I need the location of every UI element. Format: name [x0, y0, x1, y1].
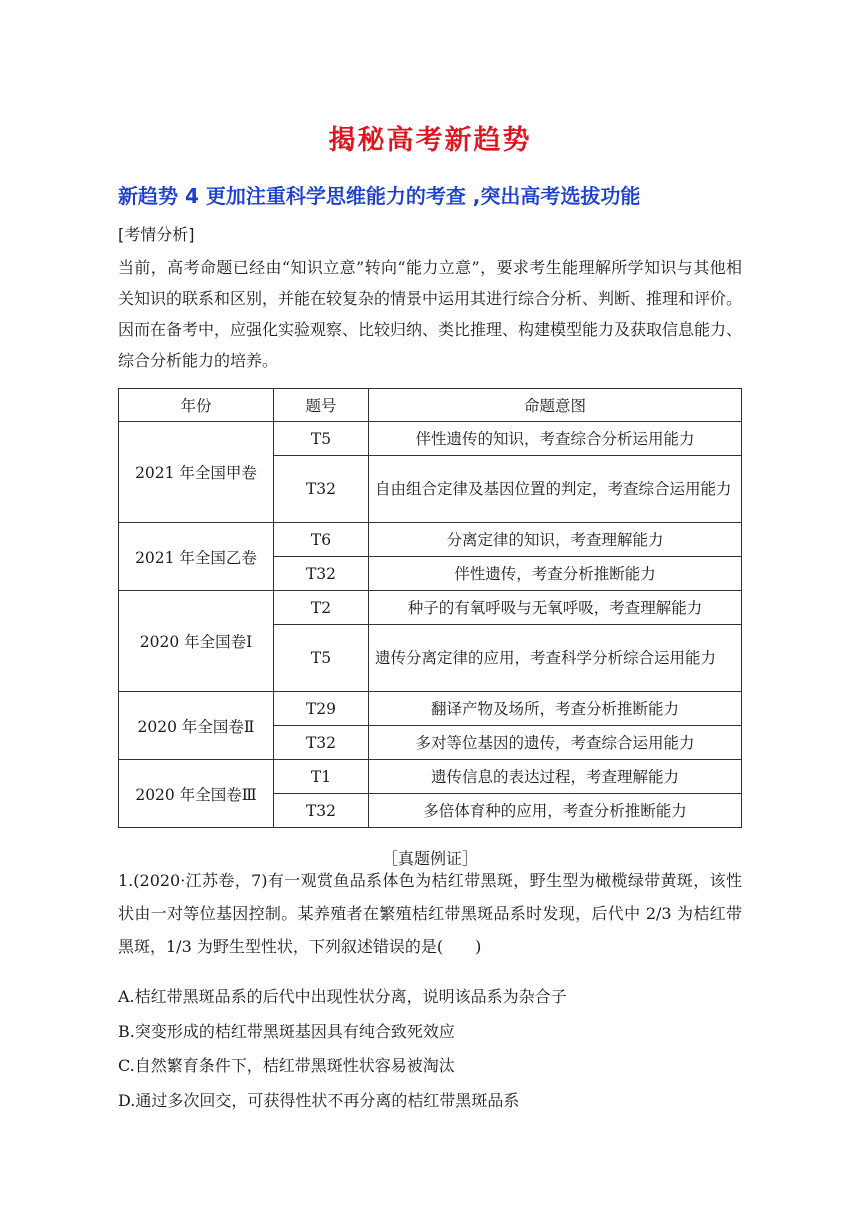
header-question-number: 题号 — [274, 389, 369, 422]
intent-cell: 自由组合定律及基因位置的判定，考查综合运用能力 — [369, 456, 742, 523]
header-year: 年份 — [119, 389, 274, 422]
option-b: B.突变形成的桔红带黑斑基因具有纯合致死效应 — [118, 1021, 455, 1041]
option-c: C.自然繁育条件下，桔红带黑斑性状容易被淘汰 — [118, 1056, 455, 1075]
question-number-cell: T1 — [274, 760, 369, 794]
exam-analysis-table — [118, 388, 742, 828]
option-d: D.通过多次回交，可获得性状不再分离的桔红带黑斑品系 — [118, 1090, 520, 1110]
intent-cell: 多倍体育种的应用，考查分析推断能力 — [369, 794, 742, 828]
question-number-cell: T32 — [274, 794, 369, 828]
exam-cell: 2020 年全国卷Ⅱ — [119, 692, 274, 760]
page-title: 揭秘高考新趋势 — [328, 125, 532, 156]
option-list — [118, 980, 742, 1118]
exam-cell: 2021 年全国甲卷 — [119, 422, 274, 523]
table-row — [119, 591, 742, 625]
intent-cell: 遗传分离定律的应用，考查科学分析综合运用能力 — [369, 625, 742, 692]
intent-cell: 遗传信息的表达过程，考查理解能力 — [369, 760, 742, 794]
intent-cell: 分离定律的知识，考查理解能力 — [369, 523, 742, 557]
section-subtitle: 新趋势 4 更加注重科学思维能力的考查 ,突出高考选拔功能 — [118, 184, 641, 208]
question-number-cell: T32 — [274, 456, 369, 523]
table-header-row — [119, 389, 742, 422]
intent-cell: 伴性遗传，考查分析推断能力 — [369, 557, 742, 591]
question-number-cell: T6 — [274, 523, 369, 557]
question-number-cell: T2 — [274, 591, 369, 625]
question-number-cell: T32 — [274, 557, 369, 591]
intent-cell: 翻译产物及场所，考查分析推断能力 — [369, 692, 742, 726]
question-number-cell: T32 — [274, 726, 369, 760]
question-number-cell: T5 — [274, 422, 369, 456]
question-number-cell: T5 — [274, 625, 369, 692]
table-row — [119, 523, 742, 557]
question-number-cell: T29 — [274, 692, 369, 726]
table-row — [119, 422, 742, 456]
analysis-label: [考情分析] — [118, 225, 195, 244]
real-exam-example-label: ［真题例证］ — [381, 849, 478, 868]
header-intent: 命题意图 — [369, 389, 742, 422]
exam-cell: 2020 年全国卷Ⅲ — [119, 760, 274, 828]
intro-paragraph: 当前，高考命题已经由“知识立意”转向“能力立意”，要求考生能理解所学知识与其他相关知识的联系和区别，并能在较复杂的情景中运用其进行综合分析、判断、推理和评价。因而在备考中，应强化实验观察、比较归纳、类比推理、构建模型能力及获取信息能力、综合分析能力的培养。 — [118, 258, 743, 370]
option-a: A.桔红带黑斑品系的后代中出现性状分离，说明该品系为杂合子 — [118, 987, 567, 1006]
intent-cell: 种子的有氧呼吸与无氧呼吸，考查理解能力 — [369, 591, 742, 625]
intent-cell: 伴性遗传的知识，考查综合分析运用能力 — [369, 422, 742, 456]
exam-cell: 2020 年全国卷Ⅰ — [119, 591, 274, 692]
table-row — [119, 760, 742, 794]
table-row — [119, 692, 742, 726]
question-stem: 1.(2020·江苏卷，7)有一观赏鱼品系体色为桔红带黑斑，野生型为橄榄绿带黄斑，该性状由一对等位基因控制。某养殖者在繁殖桔红带黑斑品系时发现，后代中 2/3 为桔红带黑斑，1/3 为野生型性状，下列叙述错误的是( ) — [118, 871, 742, 956]
exam-cell: 2021 年全国乙卷 — [119, 523, 274, 591]
intent-cell: 多对等位基因的遗传，考查综合运用能力 — [369, 726, 742, 760]
